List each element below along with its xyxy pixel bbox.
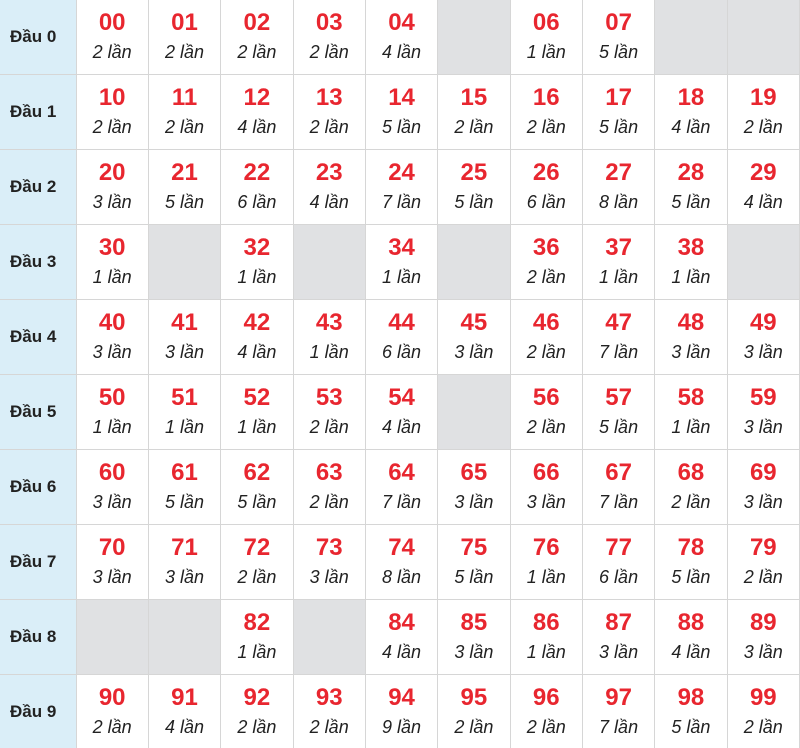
number-cell bbox=[76, 75, 148, 150]
table-row bbox=[0, 375, 800, 450]
lottery-number: 54 bbox=[366, 384, 437, 412]
empty-cell bbox=[655, 0, 727, 75]
occurrence-count: 7 lần bbox=[583, 716, 654, 738]
occurrence-count: 5 lần bbox=[583, 41, 654, 63]
lottery-number: 77 bbox=[583, 534, 654, 562]
number-cell bbox=[727, 600, 799, 675]
lottery-number: 63 bbox=[294, 459, 365, 487]
occurrence-count: 2 lần bbox=[511, 266, 582, 288]
lottery-number: 18 bbox=[655, 84, 726, 112]
number-cell bbox=[365, 75, 437, 150]
lottery-number: 79 bbox=[728, 534, 799, 562]
empty-cell bbox=[727, 0, 799, 75]
table-row bbox=[0, 450, 800, 525]
row-head-label: Đầu 3 bbox=[0, 225, 76, 300]
occurrence-count: 1 lần bbox=[655, 266, 726, 288]
occurrence-count: 5 lần bbox=[583, 116, 654, 138]
number-cell bbox=[221, 75, 293, 150]
occurrence-count: 8 lần bbox=[583, 191, 654, 213]
lottery-number: 22 bbox=[221, 159, 292, 187]
occurrence-count: 8 lần bbox=[366, 566, 437, 588]
lottery-number: 38 bbox=[655, 234, 726, 262]
occurrence-count: 1 lần bbox=[77, 266, 148, 288]
number-cell bbox=[438, 300, 510, 375]
occurrence-count: 5 lần bbox=[221, 491, 292, 513]
lottery-number: 26 bbox=[511, 159, 582, 187]
number-cell bbox=[655, 150, 727, 225]
number-cell bbox=[293, 75, 365, 150]
occurrence-count: 5 lần bbox=[438, 191, 509, 213]
number-cell bbox=[221, 300, 293, 375]
lottery-number: 43 bbox=[294, 309, 365, 337]
lottery-number: 76 bbox=[511, 534, 582, 562]
lottery-number: 44 bbox=[366, 309, 437, 337]
row-head-label: Đầu 5 bbox=[0, 375, 76, 450]
number-cell bbox=[438, 675, 510, 748]
table-row bbox=[0, 75, 800, 150]
lottery-number: 82 bbox=[221, 609, 292, 637]
occurrence-count: 2 lần bbox=[728, 116, 799, 138]
empty-cell bbox=[438, 225, 510, 300]
table-row bbox=[0, 600, 800, 675]
occurrence-count: 2 lần bbox=[511, 416, 582, 438]
lottery-number: 42 bbox=[221, 309, 292, 337]
lottery-number: 91 bbox=[149, 684, 220, 712]
number-cell bbox=[582, 150, 654, 225]
empty-cell bbox=[148, 225, 220, 300]
occurrence-count: 1 lần bbox=[655, 416, 726, 438]
empty-cell bbox=[727, 225, 799, 300]
occurrence-count: 7 lần bbox=[366, 191, 437, 213]
number-cell bbox=[293, 675, 365, 748]
lottery-number: 45 bbox=[438, 309, 509, 337]
occurrence-count: 3 lần bbox=[728, 416, 799, 438]
occurrence-count: 1 lần bbox=[511, 566, 582, 588]
number-cell bbox=[76, 300, 148, 375]
number-cell bbox=[76, 225, 148, 300]
occurrence-count: 2 lần bbox=[655, 491, 726, 513]
number-cell bbox=[438, 600, 510, 675]
number-cell bbox=[582, 375, 654, 450]
lottery-number: 94 bbox=[366, 684, 437, 712]
occurrence-count: 2 lần bbox=[511, 341, 582, 363]
number-cell bbox=[655, 225, 727, 300]
lottery-number: 86 bbox=[511, 609, 582, 637]
lottery-number: 25 bbox=[438, 159, 509, 187]
empty-cell bbox=[438, 0, 510, 75]
number-cell bbox=[365, 0, 437, 75]
number-cell bbox=[221, 225, 293, 300]
occurrence-count: 4 lần bbox=[366, 416, 437, 438]
lottery-number: 48 bbox=[655, 309, 726, 337]
table-row bbox=[0, 150, 800, 225]
occurrence-count: 3 lần bbox=[294, 566, 365, 588]
number-cell bbox=[76, 450, 148, 525]
lottery-number: 73 bbox=[294, 534, 365, 562]
table-row bbox=[0, 225, 800, 300]
occurrence-count: 1 lần bbox=[583, 266, 654, 288]
table-row bbox=[0, 0, 800, 75]
occurrence-count: 7 lần bbox=[583, 341, 654, 363]
occurrence-count: 2 lần bbox=[77, 116, 148, 138]
lottery-number: 98 bbox=[655, 684, 726, 712]
occurrence-count: 2 lần bbox=[221, 716, 292, 738]
lottery-number: 57 bbox=[583, 384, 654, 412]
number-cell bbox=[438, 525, 510, 600]
lottery-number: 75 bbox=[438, 534, 509, 562]
lottery-number: 16 bbox=[511, 84, 582, 112]
number-cell bbox=[727, 450, 799, 525]
occurrence-count: 1 lần bbox=[77, 416, 148, 438]
number-cell bbox=[148, 0, 220, 75]
occurrence-count: 2 lần bbox=[438, 716, 509, 738]
lottery-number: 61 bbox=[149, 459, 220, 487]
occurrence-count: 1 lần bbox=[221, 266, 292, 288]
lottery-number: 58 bbox=[655, 384, 726, 412]
number-cell bbox=[76, 0, 148, 75]
row-head-label: Đầu 7 bbox=[0, 525, 76, 600]
number-cell bbox=[655, 300, 727, 375]
lottery-number: 34 bbox=[366, 234, 437, 262]
table-row bbox=[0, 675, 800, 748]
empty-cell bbox=[438, 375, 510, 450]
number-cell bbox=[365, 450, 437, 525]
occurrence-count: 1 lần bbox=[511, 41, 582, 63]
lottery-number: 92 bbox=[221, 684, 292, 712]
occurrence-count: 6 lần bbox=[511, 191, 582, 213]
occurrence-count: 4 lần bbox=[655, 116, 726, 138]
number-cell bbox=[221, 150, 293, 225]
empty-cell bbox=[293, 600, 365, 675]
number-cell bbox=[293, 0, 365, 75]
occurrence-count: 2 lần bbox=[294, 716, 365, 738]
occurrence-count: 3 lần bbox=[728, 641, 799, 663]
lottery-number: 53 bbox=[294, 384, 365, 412]
row-head-label: Đầu 9 bbox=[0, 675, 76, 748]
number-cell bbox=[510, 0, 582, 75]
lottery-number: 32 bbox=[221, 234, 292, 262]
lottery-number: 01 bbox=[149, 9, 220, 37]
lottery-number: 28 bbox=[655, 159, 726, 187]
lottery-number: 74 bbox=[366, 534, 437, 562]
occurrence-count: 3 lần bbox=[728, 491, 799, 513]
lottery-number: 06 bbox=[511, 9, 582, 37]
occurrence-count: 2 lần bbox=[221, 566, 292, 588]
occurrence-count: 3 lần bbox=[438, 641, 509, 663]
occurrence-count: 1 lần bbox=[366, 266, 437, 288]
occurrence-count: 5 lần bbox=[655, 566, 726, 588]
empty-cell bbox=[148, 600, 220, 675]
lottery-number: 87 bbox=[583, 609, 654, 637]
lottery-number: 56 bbox=[511, 384, 582, 412]
number-cell bbox=[365, 225, 437, 300]
occurrence-count: 3 lần bbox=[77, 566, 148, 588]
lottery-number: 67 bbox=[583, 459, 654, 487]
empty-cell bbox=[76, 600, 148, 675]
lottery-number: 49 bbox=[728, 309, 799, 337]
lottery-number: 17 bbox=[583, 84, 654, 112]
occurrence-count: 4 lần bbox=[728, 191, 799, 213]
number-cell bbox=[727, 675, 799, 748]
occurrence-count: 2 lần bbox=[149, 116, 220, 138]
lottery-number: 41 bbox=[149, 309, 220, 337]
lottery-number: 59 bbox=[728, 384, 799, 412]
lottery-number: 12 bbox=[221, 84, 292, 112]
occurrence-count: 1 lần bbox=[149, 416, 220, 438]
lottery-number: 96 bbox=[511, 684, 582, 712]
occurrence-count: 2 lần bbox=[221, 41, 292, 63]
number-cell bbox=[510, 600, 582, 675]
occurrence-count: 3 lần bbox=[583, 641, 654, 663]
occurrence-count: 5 lần bbox=[149, 191, 220, 213]
number-cell bbox=[655, 675, 727, 748]
lottery-number: 70 bbox=[77, 534, 148, 562]
number-cell bbox=[727, 75, 799, 150]
lottery-number: 21 bbox=[149, 159, 220, 187]
lottery-number: 36 bbox=[511, 234, 582, 262]
occurrence-count: 2 lần bbox=[511, 116, 582, 138]
number-cell bbox=[510, 675, 582, 748]
number-cell bbox=[221, 375, 293, 450]
number-cell bbox=[365, 525, 437, 600]
lottery-number: 69 bbox=[728, 459, 799, 487]
lottery-number: 13 bbox=[294, 84, 365, 112]
occurrence-count: 4 lần bbox=[221, 341, 292, 363]
row-head-label: Đầu 1 bbox=[0, 75, 76, 150]
lottery-number: 60 bbox=[77, 459, 148, 487]
occurrence-count: 3 lần bbox=[77, 491, 148, 513]
table-row bbox=[0, 525, 800, 600]
lottery-number: 78 bbox=[655, 534, 726, 562]
lottery-number: 97 bbox=[583, 684, 654, 712]
lottery-number: 72 bbox=[221, 534, 292, 562]
lottery-number: 90 bbox=[77, 684, 148, 712]
lottery-number: 85 bbox=[438, 609, 509, 637]
number-cell bbox=[582, 525, 654, 600]
row-head-label: Đầu 8 bbox=[0, 600, 76, 675]
lottery-number: 04 bbox=[366, 9, 437, 37]
number-cell bbox=[438, 450, 510, 525]
occurrence-count: 1 lần bbox=[221, 641, 292, 663]
occurrence-count: 2 lần bbox=[728, 566, 799, 588]
number-cell bbox=[148, 450, 220, 525]
number-cell bbox=[655, 525, 727, 600]
occurrence-count: 3 lần bbox=[149, 566, 220, 588]
occurrence-count: 2 lần bbox=[294, 41, 365, 63]
number-cell bbox=[148, 150, 220, 225]
occurrence-count: 1 lần bbox=[221, 416, 292, 438]
number-cell bbox=[582, 75, 654, 150]
number-cell bbox=[293, 525, 365, 600]
occurrence-count: 1 lần bbox=[294, 341, 365, 363]
number-cell bbox=[148, 525, 220, 600]
number-cell bbox=[148, 675, 220, 748]
occurrence-count: 4 lần bbox=[221, 116, 292, 138]
lottery-number: 40 bbox=[77, 309, 148, 337]
lottery-number: 68 bbox=[655, 459, 726, 487]
number-cell bbox=[221, 600, 293, 675]
number-cell bbox=[655, 375, 727, 450]
lottery-number: 64 bbox=[366, 459, 437, 487]
occurrence-count: 5 lần bbox=[583, 416, 654, 438]
lottery-number: 65 bbox=[438, 459, 509, 487]
number-cell bbox=[510, 375, 582, 450]
lottery-number: 51 bbox=[149, 384, 220, 412]
occurrence-count: 3 lần bbox=[438, 491, 509, 513]
number-cell bbox=[582, 450, 654, 525]
occurrence-count: 6 lần bbox=[583, 566, 654, 588]
lottery-number: 23 bbox=[294, 159, 365, 187]
number-cell bbox=[510, 450, 582, 525]
lottery-number: 14 bbox=[366, 84, 437, 112]
number-cell bbox=[76, 375, 148, 450]
lottery-number: 11 bbox=[149, 84, 220, 112]
row-head-label: Đầu 2 bbox=[0, 150, 76, 225]
occurrence-count: 2 lần bbox=[149, 41, 220, 63]
occurrence-count: 4 lần bbox=[366, 41, 437, 63]
occurrence-count: 5 lần bbox=[438, 566, 509, 588]
number-cell bbox=[582, 675, 654, 748]
number-cell bbox=[148, 75, 220, 150]
lottery-number: 03 bbox=[294, 9, 365, 37]
number-cell bbox=[365, 300, 437, 375]
lottery-number: 46 bbox=[511, 309, 582, 337]
number-cell bbox=[438, 75, 510, 150]
lottery-number: 99 bbox=[728, 684, 799, 712]
occurrence-count: 3 lần bbox=[655, 341, 726, 363]
occurrence-count: 6 lần bbox=[221, 191, 292, 213]
lottery-number: 84 bbox=[366, 609, 437, 637]
number-cell bbox=[510, 525, 582, 600]
occurrence-count: 2 lần bbox=[77, 41, 148, 63]
lottery-number: 37 bbox=[583, 234, 654, 262]
lottery-number: 52 bbox=[221, 384, 292, 412]
occurrence-count: 3 lần bbox=[728, 341, 799, 363]
lottery-number: 19 bbox=[728, 84, 799, 112]
occurrence-count: 2 lần bbox=[294, 491, 365, 513]
number-cell bbox=[727, 375, 799, 450]
number-cell bbox=[582, 600, 654, 675]
occurrence-count: 4 lần bbox=[149, 716, 220, 738]
number-cell bbox=[365, 150, 437, 225]
lottery-number: 10 bbox=[77, 84, 148, 112]
occurrence-count: 3 lần bbox=[511, 491, 582, 513]
row-head-label: Đầu 6 bbox=[0, 450, 76, 525]
number-cell bbox=[438, 150, 510, 225]
occurrence-count: 2 lần bbox=[294, 416, 365, 438]
table-row bbox=[0, 300, 800, 375]
occurrence-count: 3 lần bbox=[438, 341, 509, 363]
occurrence-count: 3 lần bbox=[149, 341, 220, 363]
number-cell bbox=[582, 225, 654, 300]
number-cell bbox=[727, 150, 799, 225]
lottery-number: 15 bbox=[438, 84, 509, 112]
lottery-number: 07 bbox=[583, 9, 654, 37]
lottery-number: 29 bbox=[728, 159, 799, 187]
number-cell bbox=[365, 375, 437, 450]
occurrence-count: 3 lần bbox=[77, 341, 148, 363]
lottery-number: 00 bbox=[77, 9, 148, 37]
occurrence-count: 2 lần bbox=[728, 716, 799, 738]
number-cell bbox=[221, 0, 293, 75]
occurrence-count: 5 lần bbox=[366, 116, 437, 138]
lottery-number: 02 bbox=[221, 9, 292, 37]
number-cell bbox=[655, 450, 727, 525]
number-cell bbox=[148, 300, 220, 375]
number-cell bbox=[365, 600, 437, 675]
lottery-number: 88 bbox=[655, 609, 726, 637]
number-cell bbox=[148, 375, 220, 450]
occurrence-count: 7 lần bbox=[366, 491, 437, 513]
occurrence-count: 2 lần bbox=[294, 116, 365, 138]
occurrence-count: 5 lần bbox=[655, 191, 726, 213]
number-cell bbox=[76, 150, 148, 225]
empty-cell bbox=[293, 225, 365, 300]
lottery-number: 50 bbox=[77, 384, 148, 412]
lottery-number: 27 bbox=[583, 159, 654, 187]
number-cell bbox=[510, 300, 582, 375]
occurrence-count: 2 lần bbox=[511, 716, 582, 738]
lottery-number: 20 bbox=[77, 159, 148, 187]
number-cell bbox=[582, 300, 654, 375]
occurrence-count: 7 lần bbox=[583, 491, 654, 513]
lottery-number: 66 bbox=[511, 459, 582, 487]
number-cell bbox=[76, 675, 148, 748]
number-cell bbox=[293, 150, 365, 225]
lottery-number: 30 bbox=[77, 234, 148, 262]
occurrence-count: 2 lần bbox=[77, 716, 148, 738]
number-cell bbox=[510, 75, 582, 150]
occurrence-count: 6 lần bbox=[366, 341, 437, 363]
occurrence-count: 4 lần bbox=[655, 641, 726, 663]
number-cell bbox=[510, 150, 582, 225]
number-cell bbox=[221, 450, 293, 525]
number-cell bbox=[727, 300, 799, 375]
number-cell bbox=[365, 675, 437, 748]
number-cell bbox=[293, 375, 365, 450]
lottery-number: 62 bbox=[221, 459, 292, 487]
number-cell bbox=[293, 300, 365, 375]
occurrence-count: 1 lần bbox=[511, 641, 582, 663]
lottery-number: 71 bbox=[149, 534, 220, 562]
lottery-number: 95 bbox=[438, 684, 509, 712]
occurrence-count: 4 lần bbox=[294, 191, 365, 213]
number-cell bbox=[655, 600, 727, 675]
number-cell bbox=[293, 450, 365, 525]
number-cell bbox=[76, 525, 148, 600]
lottery-number: 24 bbox=[366, 159, 437, 187]
number-cell bbox=[655, 75, 727, 150]
row-head-label: Đầu 4 bbox=[0, 300, 76, 375]
number-cell bbox=[582, 0, 654, 75]
number-cell bbox=[510, 225, 582, 300]
occurrence-count: 4 lần bbox=[366, 641, 437, 663]
occurrence-count: 9 lần bbox=[366, 716, 437, 738]
occurrence-count: 2 lần bbox=[438, 116, 509, 138]
occurrence-count: 5 lần bbox=[149, 491, 220, 513]
occurrence-count: 3 lần bbox=[77, 191, 148, 213]
lottery-number: 47 bbox=[583, 309, 654, 337]
number-cell bbox=[727, 525, 799, 600]
lottery-number: 93 bbox=[294, 684, 365, 712]
row-head-label: Đầu 0 bbox=[0, 0, 76, 75]
lottery-number: 89 bbox=[728, 609, 799, 637]
number-cell bbox=[221, 675, 293, 748]
occurrence-count: 5 lần bbox=[655, 716, 726, 738]
number-cell bbox=[221, 525, 293, 600]
